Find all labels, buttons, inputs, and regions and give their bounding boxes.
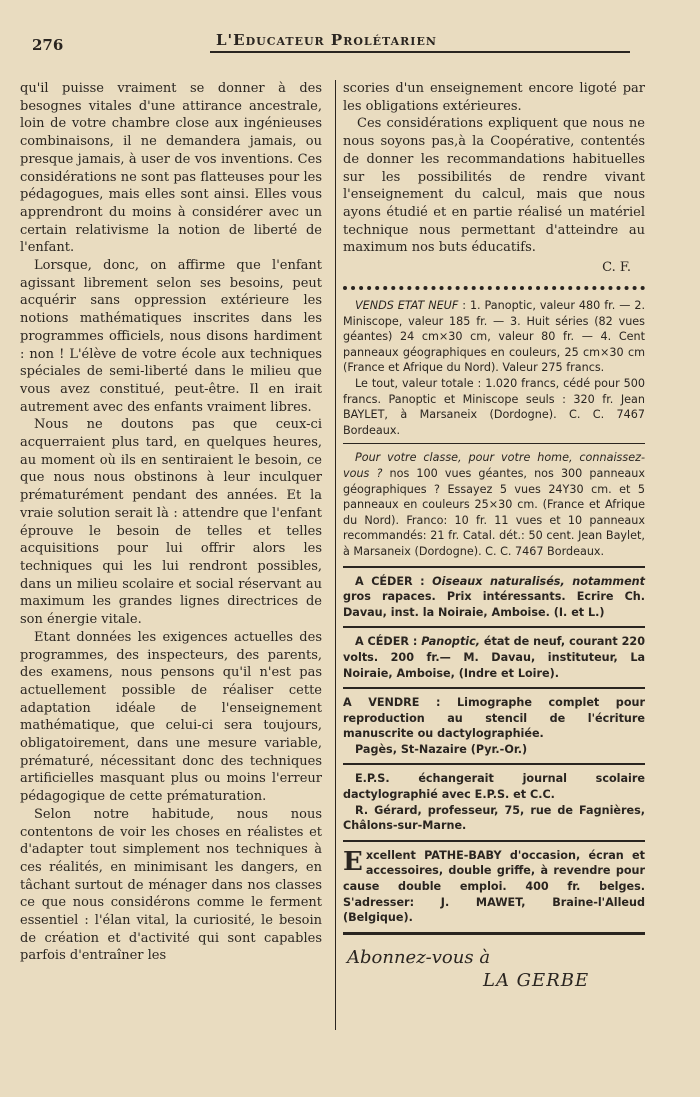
drop-cap: E [343, 846, 363, 877]
left-column [20, 80, 322, 965]
ad-lead: A VENDRE : [343, 696, 441, 710]
classified-ad-pathe-baby [343, 848, 645, 926]
paragraph: qu'il puisse vraiment se donner à des besognes vitales d'une attirance ancestrale, loin de votre chambre close aux ingénieuses combinaisons, il ne demandera jamais, ou presque jamais, à user de vos inventions. Ces considérations ne sont pas flatteuses pour les pédagogues, mais elles sont ainsi. Elles vous apprendront du moins à considérer avec un certain relativisme la notion de liberté de l'enfant. [20, 81, 322, 256]
ad-lead: A CÉDER : [355, 635, 418, 649]
classified-ad-limographe [343, 695, 645, 757]
ad-divider [343, 443, 645, 444]
ad-lead: A CÉDER : [355, 574, 425, 588]
classified-ad-eps [343, 771, 645, 833]
article-continuation [343, 80, 645, 257]
ad-text: Limographe complet pour reproduction au stencil de l'écriture manuscrite ou dactylographiée. [343, 696, 645, 741]
classified-ad-vends [343, 298, 645, 438]
column-divider [335, 80, 336, 1030]
ad-divider [343, 626, 645, 628]
paragraph: Nous ne doutons pas que ceux-ci acquerraient plus tard, en quelques heures, au moment où ils en sentiraient le besoin, ce que nous nous obstinons à leur inculquer prématurément pendant des années. Et la vraie solution serait là : attendre que l'enfant éprouve le besoin de telles et telles acquisitions pour lui offrir alors les techniques qui les lui rendront possibles, dans un milieu scolaire et social réservant au maximum les grandes lignes directrices de son énergie vitale. [20, 417, 322, 628]
header-rule [210, 51, 630, 53]
ad-text: Pagès, St-Nazaire (Pyr.-Or.) [355, 742, 528, 756]
ad-lead-italic: Oiseaux naturalisés, notamment [432, 574, 645, 588]
classified-ad-oiseaux [343, 574, 645, 621]
ad-text: état de neuf, courant 220 volts. 200 fr.— M. Davau, instituteur, La Noiraie, Amboise, (Indre et Loire). [343, 635, 645, 680]
classified-ad-panoptic [343, 634, 645, 681]
ad-divider [343, 763, 645, 765]
ad-lead-italic: Panoptic, [421, 635, 481, 649]
paragraph: Ces considérations expliquent que nous ne nous soyons pas,à la Coopérative, contentés de donner les recommandations habituelles sur les possibilités de rendre vivant l'enseignement du calcul, mais que nous ayons étudié et en partie réalisé un matériel technique nous permettant d'atteindre au maximum nos buts éducatifs. [343, 116, 645, 256]
ad-text: nos 100 vues géantes, nos 300 panneaux géographiques ? Essayez 5 vues 24Y30 cm. et 5 panneaux en couleurs 25×30 cm. (France et Afrique du Nord). Franco: 10 fr. 11 vues et 10 panneaux recommandés: 21 fr. Catal. dét.: 50 cent. Jean Baylet, à Marsaneix (Dordogne). C. C. 7467 Bordeaux. [343, 466, 645, 558]
paragraph: scories d'un enseignement encore ligoté par les obligations extérieures. [343, 81, 645, 114]
dotted-separator [343, 286, 645, 290]
author-signature: C. F. [602, 260, 631, 276]
classified-ad-vues [343, 450, 645, 559]
ad-divider [343, 840, 645, 842]
ad-text: : 1. Panoptic, valeur 480 fr. — 2. Miniscope, valeur 185 fr. — 3. Huit séries (82 vues géantes) 24 cm×30 cm, valeur 80 fr. — 4. Cent panneaux géographiques en couleurs, 25 cm×30 cm (France et Afrique du Nord). Valeur 275 francs. [343, 299, 646, 375]
right-column [343, 80, 645, 991]
ad-text: R. Gérard, professeur, 75, rue de Fagnières, Châlons-sur-Marne. [343, 803, 645, 833]
promo-line: Abonnez-vous à [347, 946, 491, 968]
running-title: L'Educateur Prolétarien [216, 31, 437, 49]
ad-text: E.P.S. échangerait journal scolaire dactylographié avec E.P.S. et C.C. [343, 772, 645, 802]
ad-text: xcellent PATHE-BABY d'occasion, écran et accessoires, double griffe, à revendre pour cause double emploi. 400 fr. belges. S'adresser: J. MAWET, Braine-l'Alleud (Belgique). [343, 848, 645, 925]
ad-text: gros rapaces. Prix intéressants. Ecrire Ch. Davau, inst. la Noiraie, Amboise. (I. et L.) [343, 590, 645, 619]
paragraph: Etant données les exigences actuelles des programmes, des inspecteurs, des parents, des examens, nous pensons qu'il n'est pas actuellement possible de réaliser cette adaptation idéale de l'enseignement mathématique, que celui-ci sera toujours, obligatoirement, dans une mesure variable, prématuré, nécessitant donc des techniques artificielles masquant plus ou moins l'erreur pédagogique de cette prématuration. [20, 629, 322, 805]
page-number: 276 [32, 36, 64, 54]
ad-divider [343, 566, 645, 568]
ad-lead: Pour votre classe, pour votre home, connaissez-vous ? [343, 451, 645, 480]
ad-lead: VENDS ETAT NEUF [355, 299, 459, 313]
ad-divider [343, 687, 645, 689]
ad-divider [343, 932, 645, 935]
promo-title: LA GERBE [483, 969, 590, 991]
paragraph: Selon notre habitude, nous nous contentons de voir les choses en réalistes et d'adapter tout simplement nos techniques à ces réalités, en minimisant les dangers, en tâchant surtout de ménager dans nos classes ce que nous considérons comme le ferment essentiel : l'élan vital, la curiosité, le besoin de création et d'activité qui sont capables parfois d'entraîner les [20, 806, 322, 964]
paragraph: Lorsque, donc, on affirme que l'enfant agissant librement selon ses besoins, peut acquérir sans oppression extérieure les notions mathématiques inscrites dans les programmes officiels, nous disons hardiment : non ! L'élève de votre école aux techniques spéciales de semi-liberté dans le milieu que vous avez constitué, peut-être. Il en irait autrement avec des enfants vraiment libres. [20, 258, 322, 415]
ad-text: Le tout, valeur totale : 1.020 francs, cédé pour 500 francs. Panoptic et Miniscope seuls : 320 fr. Jean BAYLET, à Marsaneix (Dordogne). C. C. 7467 Bordeaux. [343, 377, 645, 437]
